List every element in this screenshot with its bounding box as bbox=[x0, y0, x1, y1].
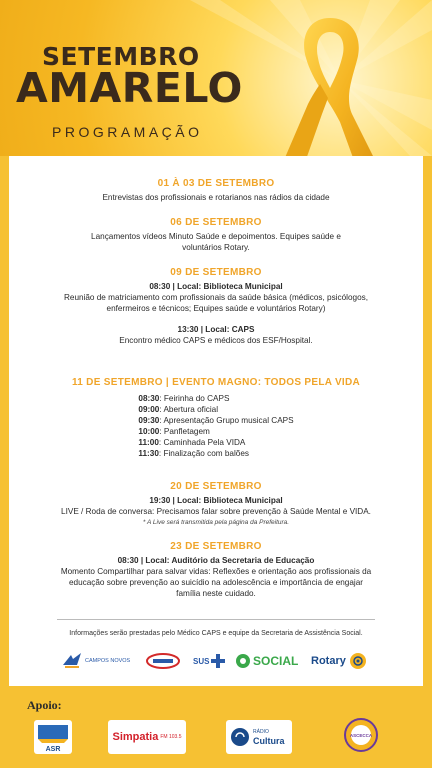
schedule-time: 09:30 bbox=[138, 416, 160, 425]
ascecca-seal-icon bbox=[344, 716, 378, 754]
sus-text: SUS bbox=[193, 656, 210, 666]
campos-novos-text: CAMPOS NOVOS bbox=[85, 658, 131, 664]
campos-novos-logo bbox=[61, 650, 130, 672]
rotary-wheel-icon bbox=[349, 652, 367, 670]
section-date: 01 À 03 DE SETEMBRO bbox=[157, 178, 275, 189]
schedule-activity: : Feirinha do CAPS bbox=[159, 394, 230, 403]
asr-logo bbox=[34, 720, 72, 754]
social-logo bbox=[235, 650, 298, 672]
ascecca-text: ASCECCA bbox=[349, 733, 373, 738]
schedule-item bbox=[138, 426, 293, 437]
section-sep-09 bbox=[9, 267, 423, 346]
red-emblem-logo bbox=[145, 650, 181, 672]
emblem-icon bbox=[145, 651, 181, 671]
schedule-time: 11:00 bbox=[138, 438, 159, 447]
schedule-item bbox=[138, 415, 293, 426]
sus-logo bbox=[193, 650, 226, 672]
partner-logos bbox=[9, 650, 423, 674]
schedule-list bbox=[138, 393, 293, 459]
social-text: SOCIAL bbox=[253, 654, 299, 668]
cultura-text: Cultura bbox=[253, 736, 285, 746]
section-text: educação sobre prevenção ao suicídio na adolescência e importância de engajar bbox=[68, 578, 364, 587]
schedule-panel bbox=[9, 156, 423, 686]
section-location: 19:30 | Local: Biblioteca Municipal bbox=[149, 496, 283, 505]
section-sep-06 bbox=[9, 217, 423, 253]
section-text: voluntários Rotary. bbox=[182, 243, 250, 252]
section-text: Entrevistas dos profissionais e rotarianos nas rádios da cidade bbox=[102, 193, 330, 202]
radio-cultura-logo bbox=[226, 720, 292, 754]
section-text: família neste cuidado. bbox=[176, 589, 256, 598]
schedule-item bbox=[138, 448, 293, 459]
simpatia-text: Simpatia bbox=[112, 731, 159, 743]
schedule-activity: : Finalização com balões bbox=[158, 449, 249, 458]
rotary-logo bbox=[311, 650, 367, 672]
section-location: 08:30 | Local: Auditório da Secretaria de Educação bbox=[117, 556, 315, 565]
schedule-activity: : Apresentação Grupo musical CAPS bbox=[159, 416, 294, 425]
info-text: Informações serão prestadas pelo Médico CAPS e equipe da Secretaria de Assistência Social. bbox=[69, 630, 363, 637]
section-location: 08:30 | Local: Biblioteca Municipal bbox=[149, 282, 283, 291]
subtitle: PROGRAMAÇÃO bbox=[52, 124, 203, 140]
simpatia-frequency: FM 103.5 bbox=[160, 734, 182, 740]
section-date: 23 DE SETEMBRO bbox=[170, 541, 262, 552]
schedule-item bbox=[138, 404, 293, 415]
section-text: Reunião de matriciamento com profissionais da saúde básica (médicos, psicólogos, bbox=[63, 293, 368, 302]
section-sep-23 bbox=[9, 541, 423, 599]
section-text: Encontro médico CAPS e médicos dos ESF/Hospital. bbox=[119, 336, 313, 345]
divider bbox=[57, 619, 375, 620]
schedule-activity: : Caminhada Pela VIDA bbox=[158, 438, 246, 447]
section-date: 20 DE SETEMBRO bbox=[170, 481, 262, 492]
ascecca-logo bbox=[344, 716, 378, 754]
section-date: 06 DE SETEMBRO bbox=[170, 217, 262, 228]
section-text: Lançamentos vídeos Minuto Saúde e depoimentos. Equipes saúde e bbox=[91, 232, 341, 241]
city-crest-icon bbox=[61, 651, 83, 671]
schedule-activity: : Panfletagem bbox=[159, 427, 210, 436]
section-text: LIVE / Roda de conversa: Precisamos falar sobre prevenção à Saúde Mental e VIDA. bbox=[61, 507, 371, 516]
section-date: 09 DE SETEMBRO bbox=[170, 267, 262, 278]
schedule-time: 09:00 bbox=[138, 405, 160, 414]
schedule-time: 10:00 bbox=[138, 427, 160, 436]
section-sep-20 bbox=[9, 481, 423, 528]
title-line-1: SETEMBRO bbox=[42, 42, 200, 71]
section-text: enfermeiros e técnicos; Equipes saúde e voluntários Rotary) bbox=[106, 304, 326, 313]
schedule-time: 08:30 bbox=[138, 394, 160, 403]
section-note: * A Live será transmitida pela página da Prefeitura. bbox=[142, 519, 290, 526]
apoio-label: Apoio: bbox=[27, 698, 62, 712]
radio-label: RÁDIO bbox=[253, 729, 269, 735]
section-sep-11 bbox=[9, 377, 423, 459]
title-line-2: AMARELO bbox=[16, 64, 243, 112]
asr-mark-icon bbox=[34, 720, 72, 754]
schedule-item bbox=[138, 437, 293, 448]
radio-wave-icon bbox=[230, 727, 250, 747]
schedule-item bbox=[138, 393, 293, 404]
section-sep-01-03 bbox=[9, 178, 423, 203]
asr-text: ASR bbox=[45, 746, 61, 753]
schedule-time: 11:30 bbox=[138, 449, 159, 458]
section-location: 13:30 | Local: CAPS bbox=[177, 325, 255, 334]
social-hands-icon bbox=[235, 653, 251, 669]
schedule-activity: : Abertura oficial bbox=[159, 405, 219, 414]
rotary-text: Rotary bbox=[311, 655, 346, 667]
cross-icon bbox=[210, 653, 226, 669]
section-date: 11 DE SETEMBRO | EVENTO MAGNO: TODOS PELA VIDA bbox=[71, 377, 361, 388]
section-text: Momento Compartilhar para salvar vidas: Reflexões e orientação aos profissionais da bbox=[60, 567, 372, 576]
simpatia-fm-logo bbox=[108, 720, 186, 754]
